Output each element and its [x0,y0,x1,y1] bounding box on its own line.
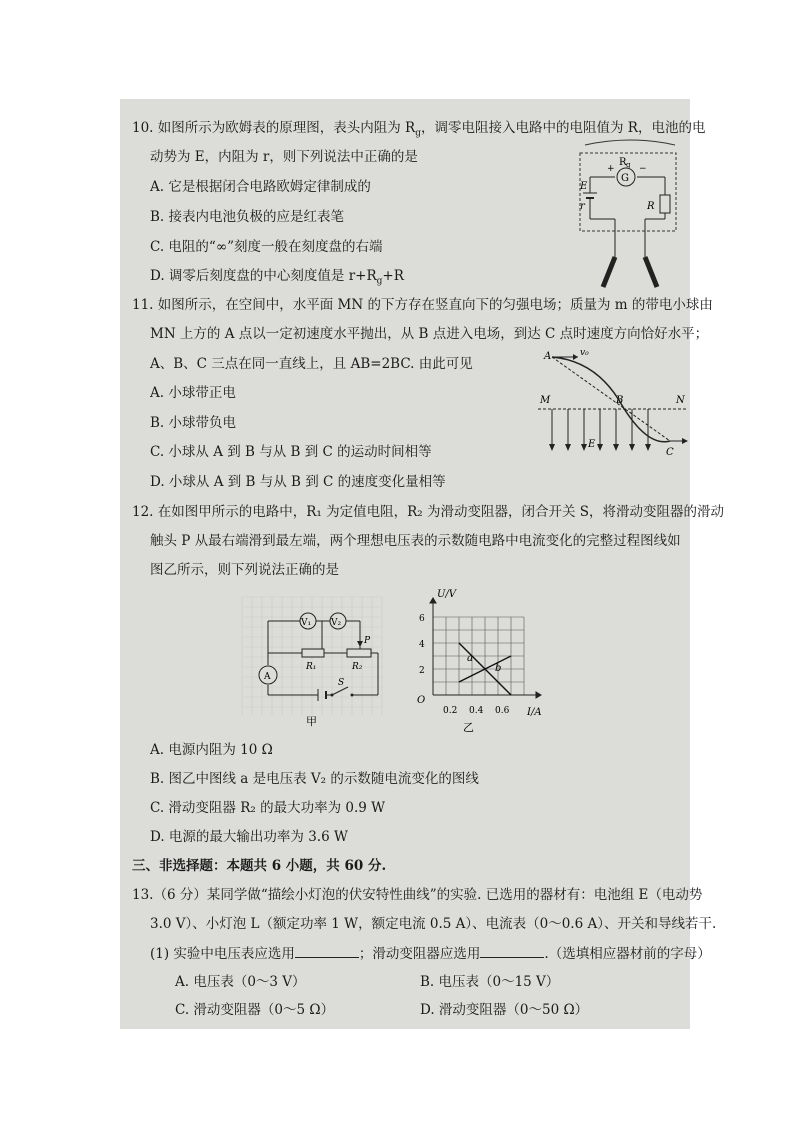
q12-option-a: A. 电源内阻为 10 Ω [150,742,273,758]
y-tick-label: 4 [419,640,425,650]
q11-field-diagram [538,347,688,459]
x-tick-label: 0.6 [495,706,510,716]
section-three-heading: 三、非选择题：本题共 6 小题，共 60 分. [132,858,387,874]
q13-option-d: D. 滑动变阻器（0～50 Ω） [420,1002,589,1018]
q11-stem-line3: A、B、C 三点在同一直线上，且 AB=2BC. 由此可见 [150,356,473,372]
q10-option-c: C. 电阻的“∞”刻度一般在刻度盘的右端 [150,239,383,255]
svg-text:甲: 甲 [306,715,317,728]
q11-option-d: D. 小球从 A 到 B 与从 B 到 C 的速度变化量相等 [150,474,446,490]
y-axis-label: U/V [437,589,457,600]
svg-text:+: + [607,164,615,174]
svg-text:G: G [621,173,629,184]
svg-text:V₁: V₁ [301,618,312,628]
probe-right-icon [645,257,657,287]
q13-stem-line2: 3.0 V）、小灯泡 L（额定功率 1 W，额定电流 0.5 A）、电流表（0～0.6 A）、开关和导线若干. [150,916,717,932]
rheostat-r2-icon [347,649,371,657]
svg-text:A: A [264,672,271,682]
x-tick-label: 0.4 [469,706,484,716]
q11-option-c: C. 小球从 A 到 B 与从 B 到 C 的运动时间相等 [150,444,432,460]
x-axis-label: I/A [527,707,542,718]
svg-text:V₂: V₂ [331,618,342,628]
q12-option-b: B. 图乙中图线 a 是电压表 V₂ 的示数随电流变化的图线 [150,771,479,787]
answer-blank-voltmeter[interactable] [295,945,359,958]
svg-text:−: − [639,164,647,174]
q12-graph-yi [403,587,553,739]
q13-stem-line1: 13.（6 分）某同学做“描绘小灯泡的伏安特性曲线”的实验. 已选用的器材有：电池组 E（电动势 [132,887,703,903]
x-tick-label: 0.2 [443,706,458,716]
q10-stem-line1: 10. 如图所示为欧姆表的原理图，表头内阻为 $R_g$，调零电阻接入电路中的电阻值为 R，电池的电 [132,120,706,139]
svg-text:g: g [626,161,631,169]
q12-option-c: C. 滑动变阻器 R₂ 的最大功率为 0.9 W [150,800,386,816]
svg-text:R₁: R₁ [306,662,317,672]
q12-stem-line1: 12. 在如图甲所示的电路中，R₁ 为定值电阻，R₂ 为滑动变阻器，闭合开关 S，将滑动变阻器的滑动 [132,504,725,520]
q12-option-d: D. 电源的最大输出功率为 3.6 W [150,829,348,845]
x-axis-arrow [536,692,541,698]
resistor-R-icon [660,195,670,213]
series-b-label: b [495,663,502,674]
q12-circuit-jia [242,597,382,729]
q11-stem-line1: 11. 如图所示，在空间中，水平面 MN 的下方存在竖直向下的匀强电场；质量为 m 的带电小球由 [132,297,713,313]
switch-s-icon [332,687,348,695]
q13-option-c: C. 滑动变阻器（0～5 Ω） [175,1002,335,1018]
q12-stem-line2: 触头 P 从最右端滑到最左端，两个理想电压表的示数随电路中电流变化的完整过程图线如 [150,533,681,549]
svg-text:N: N [676,395,685,406]
resistor-r1-icon [302,649,324,657]
y-tick-label: 2 [419,666,425,676]
svg-text:M: M [540,395,551,406]
svg-text:r: r [580,201,585,212]
svg-text:C: C [666,447,674,458]
svg-text:A: A [544,351,552,362]
svg-text:E: E [588,439,596,450]
q13-option-a: A. 电压表（0～3 V） [175,974,306,990]
q11-option-b: B. 小球带负电 [150,415,237,431]
series-a-label: a [467,653,473,664]
q11-stem-line2: MN 上方的 A 点以一定初速度水平抛出，从 B 点进入电场，到达 C 点时速度方向恰好水平； [150,326,709,342]
svg-text:R: R [619,157,627,168]
answer-blank-rheostat[interactable] [480,945,544,958]
svg-text:P: P [364,636,371,646]
q10-stem-line2: 动势为 E，内阻为 r，则下列说法中正确的是 [150,149,418,165]
origin-label: O [417,695,426,706]
figure-caption: 乙 [463,721,474,734]
q10-ohmmeter-diagram [575,137,680,297]
probe-left-icon [603,257,615,287]
svg-text:R₂: R₂ [352,662,363,672]
svg-text:B: B [616,395,624,406]
q13-subquestion-1: (1) 实验中电压表应选用 ；滑动变阻器应选用 .（选填相应器材前的字母） [150,946,711,962]
q10-option-d: D. 调零后刻度盘的中心刻度值是 $r+R_g+R$ [150,268,404,287]
y-tick-label: 6 [419,614,425,624]
exam-page [120,99,725,1029]
svg-text:S: S [338,678,345,688]
q12-stem-line3: 图乙所示，则下列说法正确的是 [150,562,339,578]
svg-text:R: R [647,201,655,212]
q11-option-a: A. 小球带正电 [150,385,236,401]
q13-option-b: B. 电压表（0～15 V） [420,974,560,990]
svg-text:v₀: v₀ [580,348,589,358]
q10-option-a: A. 它是根据闭合电路欧姆定律制成的 [150,179,371,195]
y-axis-arrow [430,598,436,603]
q10-option-b: B. 接表内电池负极的应是红表笔 [150,209,345,225]
svg-text:E: E [580,181,588,192]
